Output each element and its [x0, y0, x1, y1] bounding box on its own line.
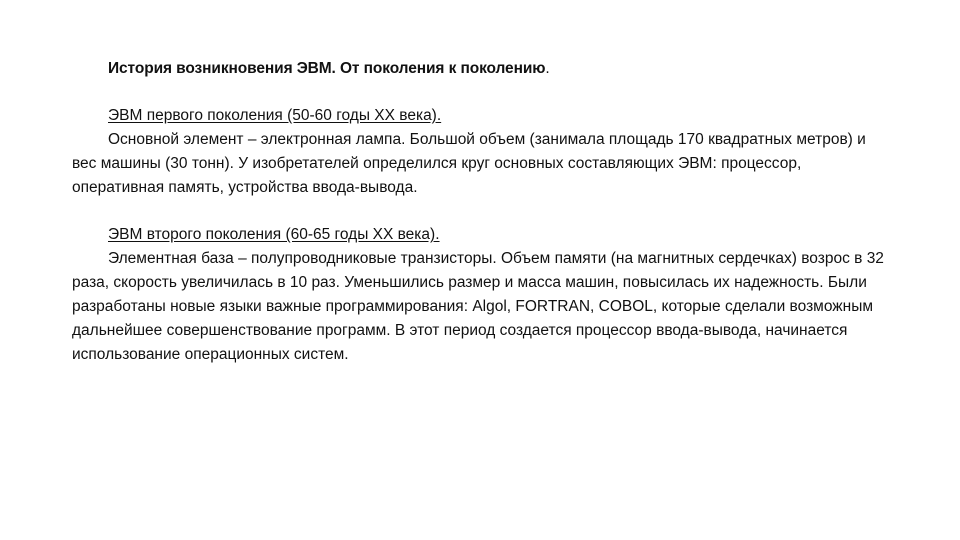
- title-text: История возникновения ЭВМ. От поколения к поколению: [108, 60, 546, 77]
- document-body: [72, 57, 892, 390]
- section-heading: ЭВМ первого поколения (50-60 годы XX века).: [108, 107, 442, 124]
- section-heading: ЭВМ второго поколения (60-65 годы XX века).: [108, 226, 440, 243]
- section-paragraph: Элементная база – полупроводниковые транзисторы. Объем памяти (на магнитных сердечках) возрос в 32 раза, скорость увеличилась в 10 раз. Уменьшились размер и масса машин, повысилась их надежность. Были разработаны новые языки важные программирования: Algol, FORTRAN, COBOL, которые сделали возможным дальнейшее совершенствование программ. В этот период создается процессор ввода-вывода, начинается использование операционных систем.: [72, 250, 884, 363]
- section-second-generation: [72, 223, 892, 367]
- document-title: [72, 57, 892, 81]
- section-paragraph: Основной элемент – электронная лампа. Большой объем (занимала площадь 170 квадратных метров) и вес машины (30 тонн). У изобретателей определился круг основных составляющих ЭВМ: процессор, оперативная память, устройства ввода-вывода.: [72, 131, 866, 196]
- title-period: .: [545, 60, 550, 77]
- section-first-generation: [72, 104, 892, 200]
